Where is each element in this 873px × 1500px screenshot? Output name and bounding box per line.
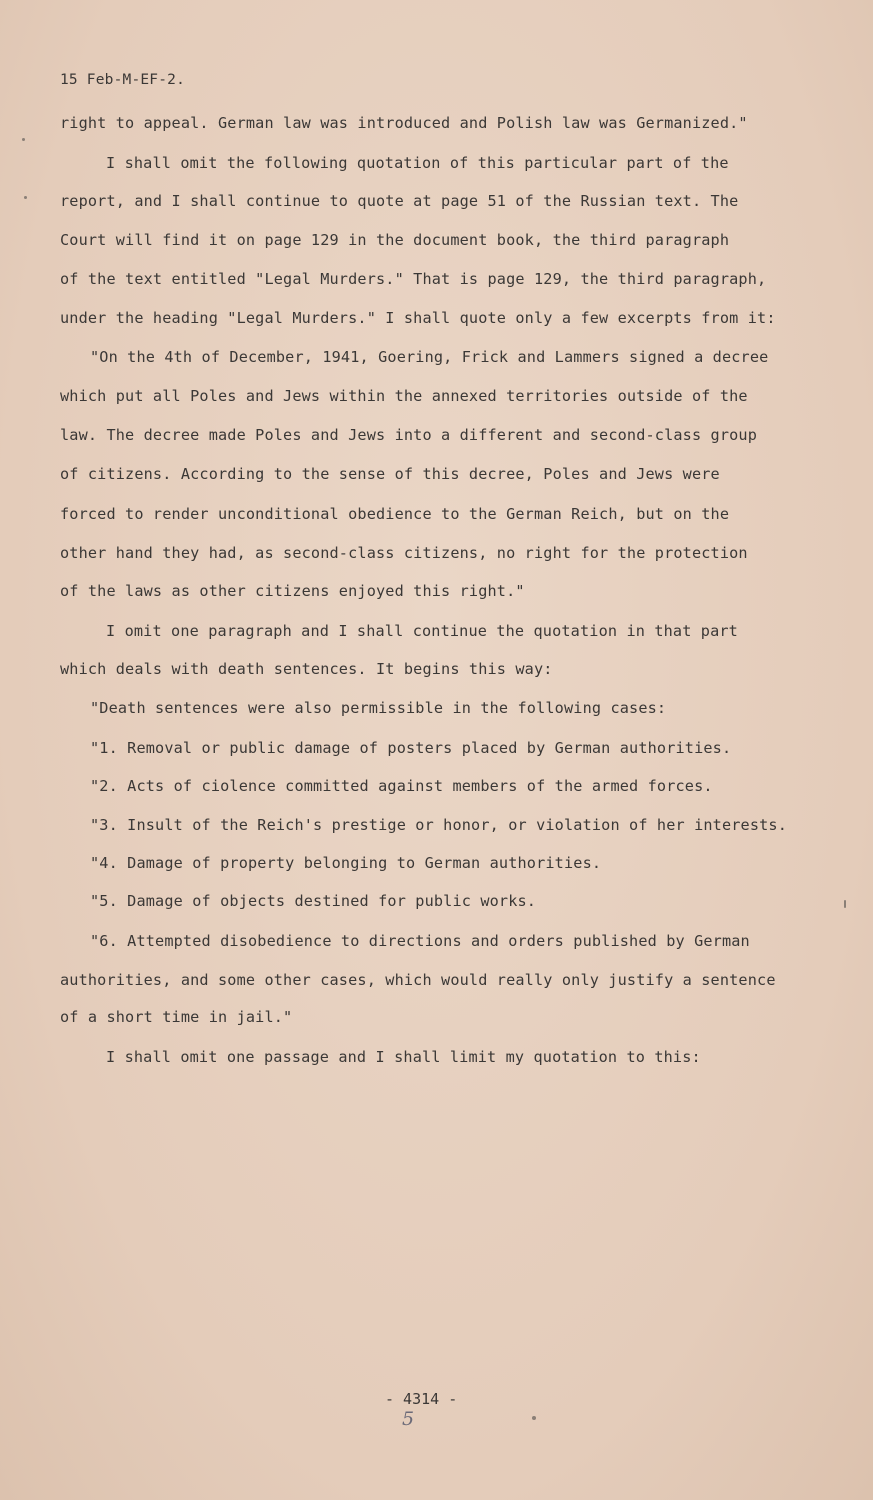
paper-speck — [22, 138, 25, 141]
text-line: Court will find it on page 129 in the document book, the third paragraph — [60, 231, 730, 249]
paper-speck — [844, 900, 846, 908]
text-line: of the text entitled "Legal Murders." That is page 129, the third paragraph, — [60, 270, 767, 288]
text-line: "On the 4th of December, 1941, Goering, Frick and Lammers signed a decree — [90, 348, 769, 366]
text-line: "5. Damage of objects destined for public works. — [90, 892, 537, 910]
page-number: - 4314 - — [385, 1390, 458, 1408]
text-line: of citizens. According to the sense of this decree, Poles and Jews were — [60, 465, 720, 483]
text-line: other hand they had, as second-class citizens, no right for the protection — [60, 544, 748, 562]
text-line: of a short time in jail." — [60, 1008, 293, 1026]
text-line: "4. Damage of property belonging to German authorities. — [90, 854, 602, 872]
text-line: report, and I shall continue to quote at page 51 of the Russian text. The — [60, 192, 739, 210]
text-line: I omit one paragraph and I shall continue the quotation in that part — [106, 622, 738, 640]
text-line: forced to render unconditional obedience to the German Reich, but on the — [60, 505, 730, 523]
page-header: 15 Feb-M-EF-2. — [60, 72, 186, 88]
text-line: "1. Removal or public damage of posters placed by German authorities. — [90, 739, 732, 757]
text-line: "2. Acts of ciolence committed against members of the armed forces. — [90, 777, 713, 795]
text-line: which deals with death sentences. It begins this way: — [60, 660, 553, 678]
paper-speck — [532, 1416, 536, 1420]
text-line: "3. Insult of the Reich's prestige or honor, or violation of her interests. — [90, 816, 788, 834]
text-line: I shall omit one passage and I shall limit my quotation to this: — [106, 1048, 701, 1066]
text-line: "Death sentences were also permissible in the following cases: — [90, 699, 667, 717]
text-line: right to appeal. German law was introduced and Polish law was Germanized." — [60, 114, 748, 132]
text-line: of the laws as other citizens enjoyed this right." — [60, 582, 525, 600]
paper-speck — [24, 196, 27, 199]
text-line: under the heading "Legal Murders." I shall quote only a few excerpts from it: — [60, 309, 776, 327]
text-line: "6. Attempted disobedience to directions and orders published by German — [90, 932, 750, 950]
text-line: which put all Poles and Jews within the annexed territories outside of the — [60, 387, 748, 405]
text-line: I shall omit the following quotation of this particular part of the — [106, 154, 729, 172]
text-line: law. The decree made Poles and Jews into a different and second-class group — [60, 426, 758, 444]
text-line: authorities, and some other cases, which would really only justify a sentence — [60, 971, 776, 989]
handwritten-page-mark: 5 — [402, 1408, 415, 1430]
